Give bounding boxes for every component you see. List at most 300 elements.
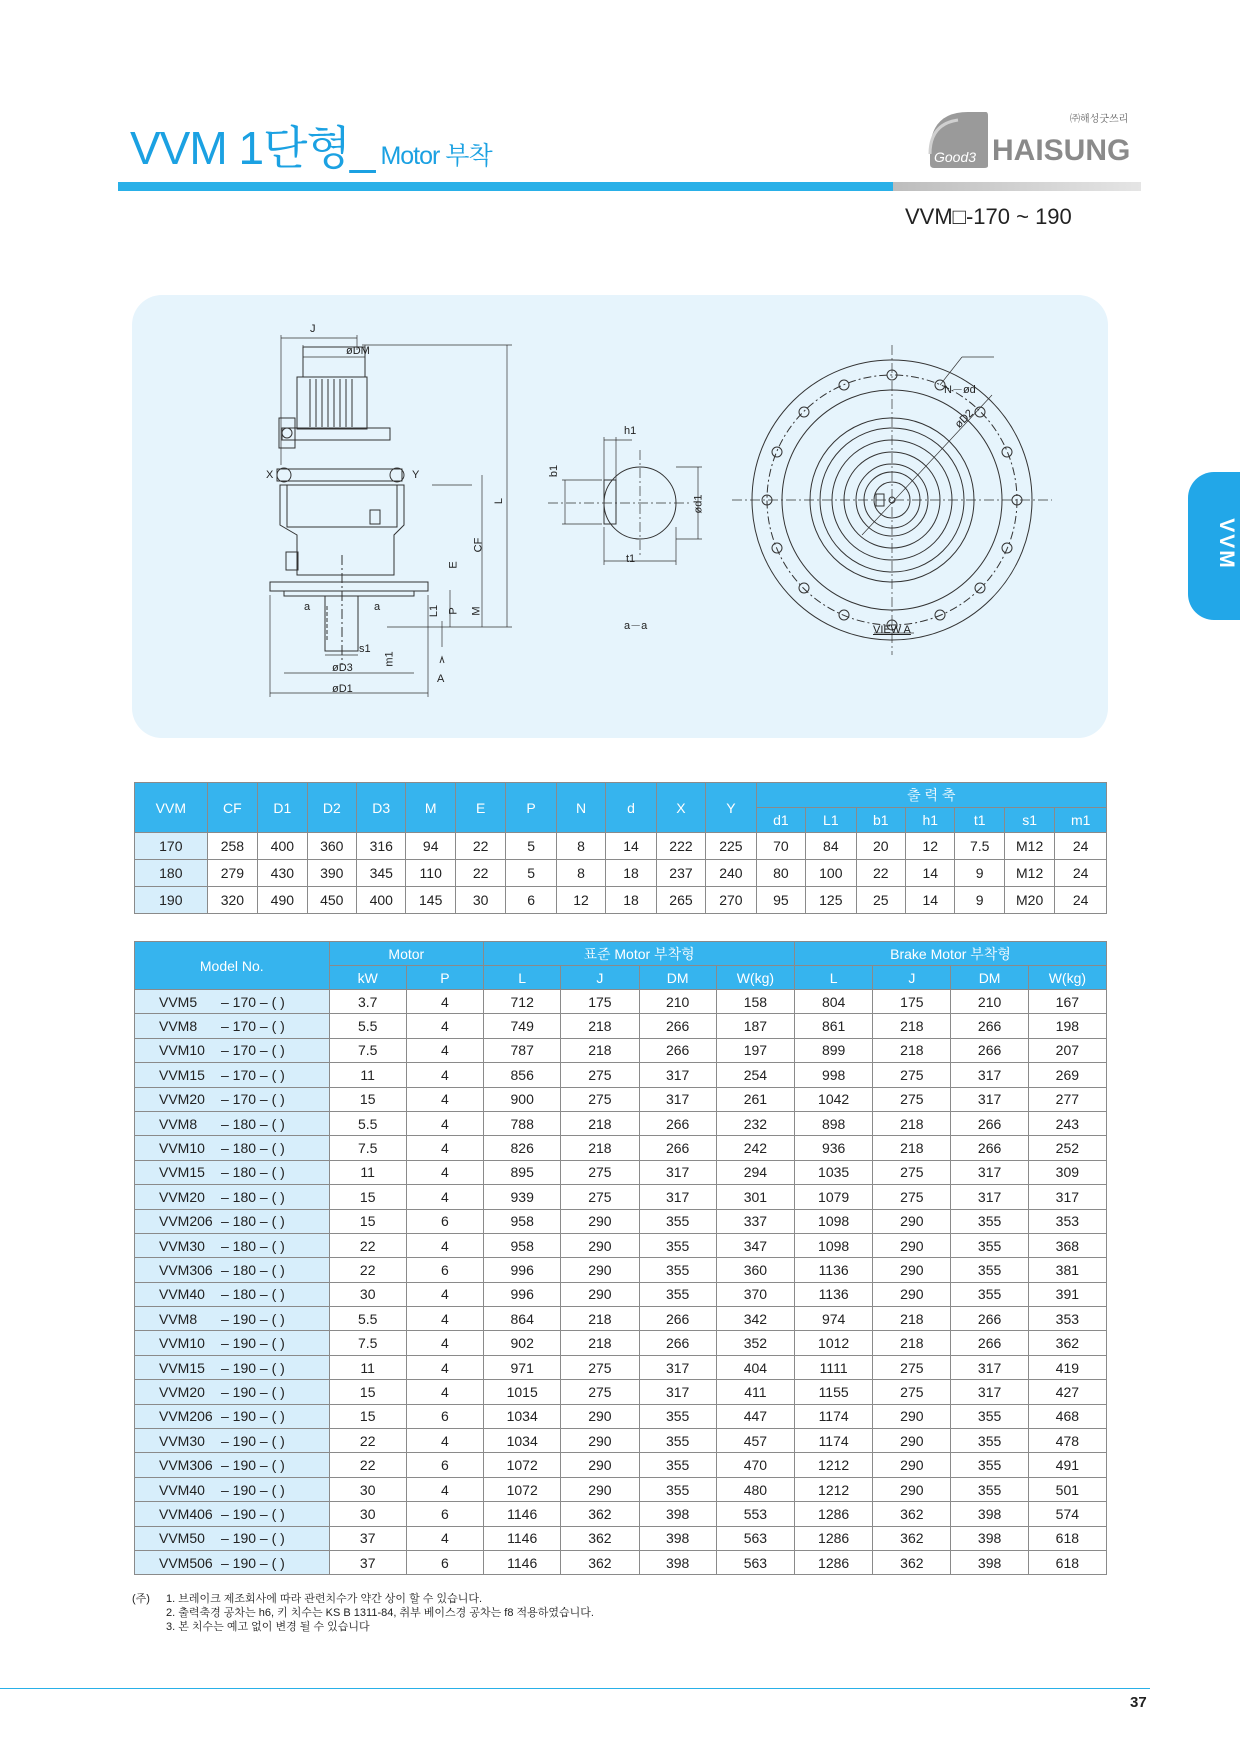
table-cell: 468 [1028, 1404, 1106, 1428]
model-number-cell [135, 1136, 330, 1160]
table-cell: 309 [1028, 1160, 1106, 1184]
table-cell: 7.5 [955, 833, 1004, 860]
table2-subheader-0: kW [329, 966, 406, 990]
table-cell: 218 [873, 1331, 951, 1355]
table-cell: 355 [639, 1209, 716, 1233]
table-cell: 355 [951, 1477, 1028, 1501]
table-cell: 4 [406, 1063, 483, 1087]
table-cell: 4 [406, 1160, 483, 1184]
table-cell: 14 [906, 887, 955, 914]
table-row [135, 990, 1107, 1014]
table1-header-4: D3 [357, 783, 406, 833]
model-number-cell [135, 1282, 330, 1306]
dim-P: P [447, 607, 460, 615]
table-cell: 390 [307, 860, 356, 887]
table-cell: 317 [951, 1380, 1028, 1404]
table-cell: 398 [639, 1550, 716, 1574]
side-tab-label: VVM [1214, 518, 1238, 570]
table-cell: 240 [706, 860, 756, 887]
dim-J: J [310, 323, 316, 335]
model-name: VVM10 [159, 1042, 205, 1059]
table-cell: 355 [951, 1404, 1028, 1428]
dim-E: E [447, 561, 460, 569]
table-cell: 4 [406, 1282, 483, 1306]
table-cell: 279 [207, 860, 257, 887]
table-cell: 275 [561, 1160, 639, 1184]
table-cell: 553 [716, 1502, 794, 1526]
model-name: VVM5 [159, 993, 198, 1010]
table-cell: 958 [484, 1233, 561, 1257]
dim-a-left: a [304, 601, 311, 613]
table-cell: 1146 [484, 1550, 561, 1574]
note-3 [132, 1620, 594, 1634]
logo-brand: HAISUNG [992, 134, 1131, 167]
model-name: VVM40 [159, 1286, 205, 1303]
model-name: VVM15 [159, 1066, 205, 1083]
table-cell: 18 [606, 887, 656, 914]
table-cell: 4 [406, 990, 483, 1014]
table-cell: 1286 [795, 1550, 873, 1574]
table-cell: 275 [873, 1160, 951, 1184]
table-cell: 12 [556, 887, 605, 914]
table-row [135, 1307, 1107, 1331]
model-suffix: – 180 – ( ) [221, 1261, 285, 1278]
table-cell: 275 [561, 1063, 639, 1087]
table-cell: 317 [639, 1380, 716, 1404]
dim-X: X [266, 469, 274, 481]
table-cell: 355 [639, 1453, 716, 1477]
table-cell: 4 [406, 1477, 483, 1501]
table-cell: 218 [561, 1136, 639, 1160]
table1-header-11: Y [706, 783, 756, 833]
table-cell: 317 [951, 1185, 1028, 1209]
table-cell: 1212 [795, 1477, 873, 1501]
table-cell: 18 [606, 860, 656, 887]
table-row [135, 887, 1107, 914]
table-cell: 275 [561, 1087, 639, 1111]
dim-L1: L1 [428, 604, 441, 618]
table-cell: 618 [1028, 1526, 1106, 1550]
table-cell: 804 [795, 990, 873, 1014]
table-cell: 457 [716, 1429, 794, 1453]
dim-D2: øD2 [952, 407, 976, 431]
table-cell: 480 [716, 1477, 794, 1501]
table-cell: 317 [1028, 1185, 1106, 1209]
table-cell: 355 [639, 1429, 716, 1453]
table2-std-header: 표준 Motor 부착형 [484, 942, 795, 966]
table-cell: 266 [639, 1331, 716, 1355]
table1-header-6: E [455, 783, 505, 833]
table-cell: 352 [716, 1331, 794, 1355]
table-cell: 22 [856, 860, 905, 887]
table-cell: 290 [873, 1209, 951, 1233]
logo-company: ㈜해성굿쓰리 [1070, 114, 1129, 125]
table-cell: 8 [556, 833, 605, 860]
table-cell: 266 [951, 1307, 1028, 1331]
table-cell: 362 [561, 1502, 639, 1526]
table-cell: 125 [806, 887, 856, 914]
table1-header-2: D1 [258, 783, 307, 833]
table-cell: 317 [639, 1087, 716, 1111]
table-cell: 175 [561, 990, 639, 1014]
table-cell: 4 [406, 1111, 483, 1135]
model-number-cell [135, 1258, 330, 1282]
model-suffix: – 180 – ( ) [221, 1286, 285, 1303]
table-row [135, 1160, 1107, 1184]
table-row [135, 1063, 1107, 1087]
table-cell: 22 [329, 1453, 406, 1477]
table-cell: 225 [706, 833, 756, 860]
table-cell: 218 [873, 1038, 951, 1062]
table-cell: 11 [329, 1160, 406, 1184]
title-main-text: VVM 1단형_ [130, 122, 375, 174]
model-number-cell [135, 1502, 330, 1526]
model-suffix: – 190 – ( ) [221, 1432, 285, 1449]
table-cell: 400 [357, 887, 406, 914]
table-cell: 939 [484, 1185, 561, 1209]
dim-b1: b1 [548, 464, 561, 478]
table-cell: 4 [406, 1185, 483, 1209]
page-title [130, 112, 492, 178]
table-cell: 355 [951, 1429, 1028, 1453]
table-cell: 218 [561, 1014, 639, 1038]
table-cell: 368 [1028, 1233, 1106, 1257]
table1-header-8: N [556, 783, 605, 833]
drawing-panel [132, 295, 1108, 738]
table-cell: 355 [951, 1282, 1028, 1306]
table-row [135, 1502, 1107, 1526]
table-cell: 856 [484, 1063, 561, 1087]
table-cell: 20 [856, 833, 905, 860]
table-cell: 80 [756, 860, 805, 887]
dim-CF: CF [472, 537, 485, 553]
table-cell: 1155 [795, 1380, 873, 1404]
table-cell: 5.5 [329, 1307, 406, 1331]
table-row [135, 1404, 1107, 1428]
table-row [135, 1209, 1107, 1233]
table2-subheader-3: J [561, 966, 639, 990]
table-cell: 222 [656, 833, 705, 860]
table1-subheader-2: b1 [856, 808, 905, 833]
table1-header-3: D2 [307, 783, 356, 833]
table-cell: M20 [1004, 887, 1054, 914]
model-suffix: – 180 – ( ) [221, 1188, 285, 1205]
table2-subheader-9: W(kg) [1028, 966, 1106, 990]
model-name: VVM15 [159, 1359, 205, 1376]
table-cell: 290 [561, 1282, 639, 1306]
table-cell: 1072 [484, 1477, 561, 1501]
table-cell: 1174 [795, 1429, 873, 1453]
table-cell: 398 [951, 1526, 1028, 1550]
table-cell: 347 [716, 1233, 794, 1257]
table-cell: 1212 [795, 1453, 873, 1477]
model-suffix: – 170 – ( ) [221, 1066, 285, 1083]
table-cell: 1146 [484, 1502, 561, 1526]
dimension-table [134, 782, 1107, 914]
table-cell: 30 [329, 1282, 406, 1306]
model-suffix: – 170 – ( ) [221, 1042, 285, 1059]
table-cell: 355 [951, 1453, 1028, 1477]
table-cell: 895 [484, 1160, 561, 1184]
table-cell: 618 [1028, 1550, 1106, 1574]
table-cell: 7.5 [329, 1136, 406, 1160]
table-cell: 419 [1028, 1355, 1106, 1379]
table-cell: 9 [955, 887, 1004, 914]
table-cell: 355 [639, 1282, 716, 1306]
table-cell: 6 [406, 1209, 483, 1233]
table-cell: 242 [716, 1136, 794, 1160]
table-cell: 1015 [484, 1380, 561, 1404]
table-cell: 187 [716, 1014, 794, 1038]
table1-subheader-4: t1 [955, 808, 1004, 833]
note-3-text: 3. 본 치수는 예고 없이 변경 될 수 있습니다 [166, 1621, 370, 1633]
table-cell: M12 [1004, 860, 1054, 887]
table-cell: 5 [506, 860, 556, 887]
table-cell: 902 [484, 1331, 561, 1355]
view-a-drawing [732, 345, 1052, 655]
logo-badge: Good3 [934, 149, 977, 165]
table-cell: 266 [951, 1331, 1028, 1355]
table-cell: 971 [484, 1355, 561, 1379]
table-cell: 1042 [795, 1087, 873, 1111]
table-cell: 404 [716, 1355, 794, 1379]
table-cell: 1098 [795, 1209, 873, 1233]
table-cell: 207 [1028, 1038, 1106, 1062]
table1-header-9: d [606, 783, 656, 833]
table-cell: 4 [406, 1380, 483, 1404]
model-suffix: – 180 – ( ) [221, 1140, 285, 1157]
table-cell: 84 [806, 833, 856, 860]
model-number-cell [135, 1233, 330, 1257]
table-cell: 411 [716, 1380, 794, 1404]
note-2 [132, 1606, 594, 1620]
table-cell: 398 [639, 1502, 716, 1526]
table-cell: 355 [639, 1404, 716, 1428]
table-cell: 898 [795, 1111, 873, 1135]
model-suffix: – 170 – ( ) [221, 1091, 285, 1108]
table-cell: 1146 [484, 1526, 561, 1550]
table-cell: 430 [258, 860, 307, 887]
table-row [135, 1355, 1107, 1379]
table-row [135, 1087, 1107, 1111]
table-cell: 218 [561, 1111, 639, 1135]
page-number: 37 [1130, 1694, 1147, 1711]
table2-model-header: Model No. [135, 942, 330, 990]
model-name: VVM8 [159, 1018, 198, 1035]
table-cell: 15 [329, 1087, 406, 1111]
table-cell: 290 [561, 1209, 639, 1233]
table-cell: 398 [951, 1550, 1028, 1574]
model-name: VVM406 [159, 1505, 213, 1522]
table-cell: 5.5 [329, 1014, 406, 1038]
model-number-cell [135, 1160, 330, 1184]
model-name: VVM10 [159, 1140, 205, 1157]
table-cell: 899 [795, 1038, 873, 1062]
table-row [135, 860, 1107, 887]
table-cell: 14 [606, 833, 656, 860]
table-cell: 266 [951, 1136, 1028, 1160]
table-cell: 355 [639, 1233, 716, 1257]
table-cell: 266 [951, 1038, 1028, 1062]
table-cell: 232 [716, 1111, 794, 1135]
table-cell: 317 [639, 1160, 716, 1184]
table-cell: 37 [329, 1550, 406, 1574]
technical-drawing [132, 295, 1108, 738]
model-range: VVM□-170 ~ 190 [905, 204, 1072, 229]
model-table [134, 941, 1107, 1575]
model-suffix: – 190 – ( ) [221, 1481, 285, 1498]
table-cell: 563 [716, 1550, 794, 1574]
model-number-cell [135, 1404, 330, 1428]
table-row [135, 1136, 1107, 1160]
table-cell: 9 [955, 860, 1004, 887]
table-cell: 400 [258, 833, 307, 860]
dim-m1: m1 [383, 651, 396, 667]
table1-header-row [135, 783, 1107, 808]
table-cell: 197 [716, 1038, 794, 1062]
title-underline-gray [893, 182, 1141, 191]
table-cell: 290 [561, 1258, 639, 1282]
table-cell: 290 [561, 1429, 639, 1453]
table-cell: 563 [716, 1526, 794, 1550]
table-cell: 175 [873, 990, 951, 1014]
table-cell: 1136 [795, 1282, 873, 1306]
table-cell: 15 [329, 1209, 406, 1233]
table-cell: 218 [873, 1136, 951, 1160]
model-number-cell [135, 1331, 330, 1355]
table-cell: 317 [639, 1355, 716, 1379]
table2-subheader-8: DM [951, 966, 1028, 990]
table-row [135, 1111, 1107, 1135]
table-cell: 275 [561, 1355, 639, 1379]
table-cell: 362 [873, 1502, 951, 1526]
table-cell: 30 [455, 887, 505, 914]
table-cell: 22 [329, 1233, 406, 1257]
dim-D1: øD1 [332, 683, 353, 695]
table-cell: 1111 [795, 1355, 873, 1379]
table-cell: 6 [406, 1502, 483, 1526]
table1-subheader-5: s1 [1004, 808, 1054, 833]
table1-header-0: VVM [135, 783, 208, 833]
table-cell: 290 [873, 1233, 951, 1257]
table-cell: 447 [716, 1404, 794, 1428]
table-cell: 749 [484, 1014, 561, 1038]
table-cell: 1072 [484, 1453, 561, 1477]
table-cell: 266 [639, 1307, 716, 1331]
table-cell: 5 [506, 833, 556, 860]
model-number-cell [135, 1526, 330, 1550]
table-cell: 4 [406, 1331, 483, 1355]
model-number-cell [135, 1087, 330, 1111]
model-number-cell [135, 1453, 330, 1477]
side-view-drawing [270, 335, 512, 697]
table-cell: 22 [329, 1258, 406, 1282]
table-cell: 25 [856, 887, 905, 914]
table-cell: 1286 [795, 1526, 873, 1550]
table-cell: 266 [951, 1111, 1028, 1135]
model-name: VVM506 [159, 1554, 213, 1571]
table-cell: 275 [873, 1185, 951, 1209]
title-underline [118, 182, 893, 191]
table-cell: 4 [406, 1307, 483, 1331]
table-cell: 265 [656, 887, 705, 914]
table1-subheader-0: d1 [756, 808, 805, 833]
table-cell: 290 [873, 1429, 951, 1453]
model-name: VVM206 [159, 1408, 213, 1425]
table-cell: 5.5 [329, 1111, 406, 1135]
table-cell: 1034 [484, 1404, 561, 1428]
table-cell: 342 [716, 1307, 794, 1331]
model-suffix: – 190 – ( ) [221, 1408, 285, 1425]
table-cell: 864 [484, 1307, 561, 1331]
table-row [135, 1477, 1107, 1501]
table-cell: 24 [1055, 860, 1107, 887]
table-cell: 22 [455, 860, 505, 887]
table-cell: 1034 [484, 1429, 561, 1453]
table-row [135, 1453, 1107, 1477]
table-cell: 218 [561, 1038, 639, 1062]
table-cell: 218 [873, 1014, 951, 1038]
table2-subheader-6: L [795, 966, 873, 990]
table1-subheader-3: h1 [906, 808, 955, 833]
model-suffix: – 170 – ( ) [221, 993, 285, 1010]
table-cell: 266 [639, 1111, 716, 1135]
table-cell: 11 [329, 1063, 406, 1087]
table-row [135, 1233, 1107, 1257]
table1-header-5: M [406, 783, 455, 833]
table2-subheader-7: J [873, 966, 951, 990]
title-sub-text: Motor 부착 [374, 142, 492, 170]
table-cell: 14 [906, 860, 955, 887]
table-row [135, 1282, 1107, 1306]
table-cell: 996 [484, 1282, 561, 1306]
table1-subheader-6: m1 [1055, 808, 1107, 833]
table-cell: 277 [1028, 1087, 1106, 1111]
table-cell: 258 [207, 833, 257, 860]
table-row [135, 1526, 1107, 1550]
table-cell: 237 [656, 860, 705, 887]
table-cell: 353 [1028, 1307, 1106, 1331]
table-row [135, 1014, 1107, 1038]
dim-N-d: N－ød [944, 384, 976, 396]
table1-subheader-1: L1 [806, 808, 856, 833]
model-name: VVM8 [159, 1115, 198, 1132]
section-view-drawing [548, 437, 705, 565]
model-suffix: – 170 – ( ) [221, 1018, 285, 1035]
table-cell: 11 [329, 1355, 406, 1379]
view-a-label: VIEW A [873, 624, 911, 636]
table-cell: 218 [873, 1111, 951, 1135]
model-name: VVM30 [159, 1237, 205, 1254]
table2-brake-header: Brake Motor 부착형 [795, 942, 1107, 966]
table-cell: 317 [639, 1185, 716, 1209]
footnotes [132, 1592, 594, 1634]
table-cell: 290 [873, 1282, 951, 1306]
note-1 [132, 1592, 594, 1606]
table-cell: 355 [951, 1233, 1028, 1257]
haisung-logo [928, 110, 1142, 170]
table-cell: 996 [484, 1258, 561, 1282]
table-cell: 275 [561, 1185, 639, 1209]
footer-rule [0, 1688, 1150, 1689]
table-cell: 478 [1028, 1429, 1106, 1453]
model-number-cell [135, 1307, 330, 1331]
model-number-cell [135, 1380, 330, 1404]
table-cell: 269 [1028, 1063, 1106, 1087]
model-name: VVM20 [159, 1091, 205, 1108]
table-cell: 290 [873, 1404, 951, 1428]
table-cell: 254 [716, 1063, 794, 1087]
